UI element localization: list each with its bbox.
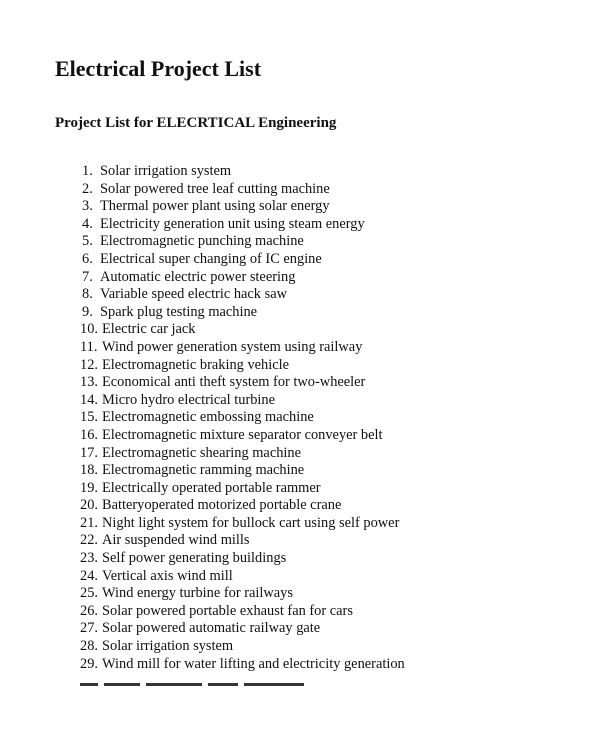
list-item-text: Wind energy turbine for railways xyxy=(102,585,293,602)
document-subtitle: Project List for ELECRTICAL Engineering xyxy=(55,115,337,131)
list-item-number: 9. xyxy=(82,303,93,320)
list-item-number: 20. xyxy=(80,497,98,514)
list-item-text: Self power generating buildings xyxy=(102,550,287,567)
list-item-number: 11. xyxy=(80,338,98,355)
list-item-text: Wind mill for water lifting and electricity generation xyxy=(102,655,405,672)
list-item-text: Spark plug testing machine xyxy=(100,303,258,320)
list-item-text: Wind power generation system using railway xyxy=(102,338,363,355)
list-item-number: 26. xyxy=(80,602,98,619)
list-item-number: 14. xyxy=(80,391,98,408)
list-item-text: Electricity generation unit using steam energy xyxy=(100,215,365,232)
list-item-text: Electrically operated portable rammer xyxy=(102,479,321,496)
list-item-text: Electromagnetic ramming machine xyxy=(102,462,305,479)
list-item-number: 3. xyxy=(82,198,93,215)
list-item-text: Economical anti theft system for two-wheeler xyxy=(102,374,366,391)
list-item-number: 5. xyxy=(82,233,93,250)
list-item-text: Solar irrigation system xyxy=(100,163,232,179)
list-item-number: 19. xyxy=(80,479,98,496)
list-item-number: 4. xyxy=(82,215,93,232)
list-item-text: Electromagnetic shearing machine xyxy=(102,444,301,461)
list-item-text: Night light system for bullock cart using self power xyxy=(102,514,400,531)
list-item-number: 18. xyxy=(80,462,98,479)
list-item-text: Solar irrigation system xyxy=(102,638,234,655)
list-item-number: 15. xyxy=(80,409,98,426)
list-item-number: 16. xyxy=(80,426,98,443)
list-item-text: Air suspended wind mills xyxy=(102,532,250,549)
list-item-number: 17. xyxy=(80,444,98,461)
list-item-text: Batteryoperated motorized portable crane xyxy=(102,497,342,514)
list-item-text: Solar powered automatic railway gate xyxy=(102,620,321,637)
list-item-number: 13. xyxy=(80,374,98,391)
list-item-number: 27. xyxy=(80,620,98,637)
list-item-text: Electromagnetic embossing machine xyxy=(102,409,314,426)
list-item-number: 7. xyxy=(82,268,93,285)
list-item-text: Electrical super changing of IC engine xyxy=(100,250,322,267)
list-item-text: Solar powered portable exhaust fan for cars xyxy=(102,602,353,619)
list-item-number: 1. xyxy=(82,163,93,179)
list-item-number: 2. xyxy=(82,180,93,197)
list-item-number: 6. xyxy=(82,250,93,267)
list-item-number: 25. xyxy=(80,585,98,602)
list-item-text: Variable speed electric hack saw xyxy=(100,286,287,303)
list-item-number: 12. xyxy=(80,356,98,373)
list-item-text: Automatic electric power steering xyxy=(100,268,296,285)
list-item-text: Electromagnetic mixture separator conveyer belt xyxy=(102,426,383,443)
list-item-text: Solar powered tree leaf cutting machine xyxy=(100,180,330,197)
list-item-number: 22. xyxy=(80,532,98,549)
list-item-number: 8. xyxy=(82,286,93,303)
list-item-text: Electric car jack xyxy=(102,321,196,338)
list-item-number: 10. xyxy=(80,321,98,338)
list-item-text: Electromagnetic braking vehicle xyxy=(102,356,289,373)
cut-off-text-line xyxy=(80,683,305,687)
document-title: Electrical Project List xyxy=(55,56,262,81)
list-item-text: Thermal power plant using solar energy xyxy=(100,198,330,215)
list-item-number: 24. xyxy=(80,567,98,584)
list-item-number: 23. xyxy=(80,550,98,567)
list-item-text: Micro hydro electrical turbine xyxy=(102,391,276,408)
list-item-number: 21. xyxy=(80,514,98,531)
list-item-text: Vertical axis wind mill xyxy=(102,567,233,584)
list-item-text: Electromagnetic punching machine xyxy=(100,233,304,250)
list-item-number: 28. xyxy=(80,638,98,655)
list-item-number: 29. xyxy=(80,655,98,672)
